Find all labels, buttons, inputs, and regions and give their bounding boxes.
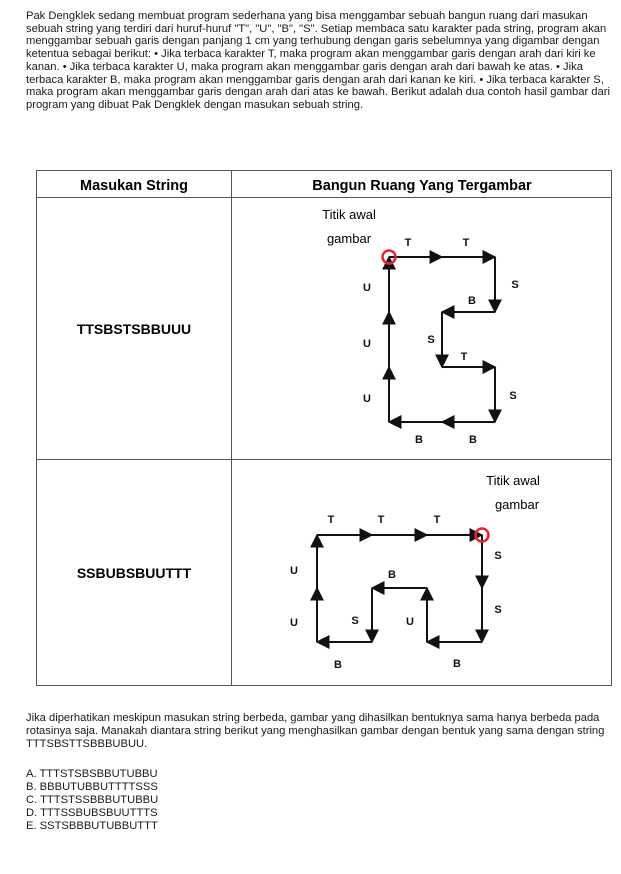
row2-label-s3: S [351, 615, 359, 627]
row2-label-t2: T [377, 514, 385, 526]
row2-start-label: Titik awal [486, 473, 540, 488]
row1-shape-path [389, 257, 495, 422]
row2-start-label: gambar [494, 497, 540, 512]
row1-label-u1: U [363, 393, 371, 405]
row1-label-s3: S [509, 390, 517, 402]
intro-paragraph: Pak Dengklek sedang membuat program sederhana yang bisa menggambar sebuah bangun ruang dari masukan sebuah string yang terdiri dari huruf-huruf "T", "U", "B", "S". Setiap membaca satu karakter pada string, program akan menggambar sebuah garis dengan panjang 1 cm yang terhubung dengan garis sebelumnya yang digambar dengan ketentua sebagai berikut: • Jika terbaca karakter T, maka program akan menggambar garis dengan arah dari kiri ke kanan. • Jika terbaca karakter U, maka program akan menggambar garis dengan arah dari bawah ke atas. • Jika terbaca karakter B, maka program akan menggambar garis dengan arah dari kanan ke kiri. • Jika terbaca karakter S, maka program akan menggambar garis dengan arah dari atas ke bawah. Berikut adalah dua contoh hasil gambar dari program yang dibuat Pak Dengklek dengan masukan sebuah string. [26, 10, 610, 111]
row1-label-t3: T [460, 351, 468, 363]
header-shape: Bangun Ruang Yang Tergambar [312, 178, 532, 194]
row1-label-u3: U [363, 282, 371, 294]
row2-label-s1: S [494, 550, 502, 562]
row1-label-s2: S [427, 334, 435, 346]
example-table [36, 170, 612, 686]
row2-label-t1: T [327, 514, 335, 526]
row1-label-u2: U [363, 338, 371, 350]
row2-label-u1: U [406, 616, 414, 628]
row1-label-b1: B [468, 295, 476, 307]
row2-label-b2: B [388, 569, 396, 581]
row1-start-label: gambar [326, 231, 372, 246]
option-c[interactable]: C. TTTSTSSBBBUTUBBU [26, 794, 159, 806]
row2-label-t3: T [433, 514, 441, 526]
row1-label-b3: B [415, 434, 423, 446]
option-a[interactable]: A. TTTSTSBSBBUTUBBU [26, 768, 158, 780]
table-grid [36, 170, 612, 686]
row2-label-u2: U [290, 617, 298, 629]
option-d[interactable]: D. TTTSSBUBSBUUTTTS [26, 807, 158, 819]
row2-input-string: SSBUBSBUUTTT [76, 565, 192, 581]
row1-start-label: Titik awal [322, 207, 376, 222]
row2-label-s2: S [494, 604, 502, 616]
option-e[interactable]: E. SSTSBBBUTUBBUTTT [26, 820, 158, 832]
row2-shape-path [317, 535, 482, 642]
header-input: Masukan String [80, 178, 188, 194]
answer-options [26, 768, 158, 833]
option-b[interactable]: B. BBBUTUBBUTTTTSSS [26, 781, 158, 793]
row1-label-t1: T [404, 237, 412, 249]
row1-input-string: TTSBSTSBBUUU [76, 321, 192, 337]
question-text: Jika diperhatikan meskipun masukan string berbeda, gambar yang dihasilkan bentuknya sama hanya berbeda pada rotasinya saja. Manakah diantara string berikut yang menghasilkan gambar dengan bentuk yang sama dengan string TTTSBSTTSBBBUBUU. [26, 712, 605, 750]
row2-label-u3: U [290, 565, 298, 577]
row1-label-s1: S [511, 279, 519, 291]
row2-label-b3: B [334, 659, 342, 671]
row2-label-b1: B [453, 658, 461, 670]
row1-label-b2: B [469, 434, 477, 446]
row1-label-t2: T [462, 237, 470, 249]
